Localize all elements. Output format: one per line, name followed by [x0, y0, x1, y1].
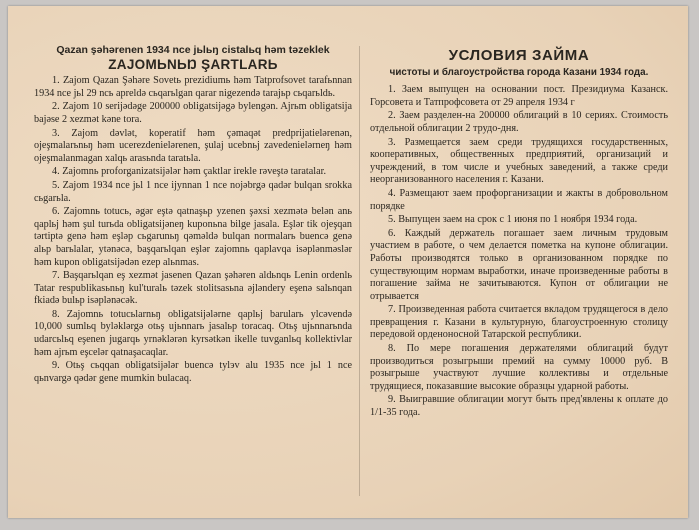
tatar-header: Qazan şəhərenen 1934 nce jьlьŋ cistalьq həm təzeklek: [56, 44, 330, 56]
russian-subtitle: чистоты и благоустройства города Казани 1934 года.: [389, 66, 649, 78]
tatar-paragraph-2: 2. Zajom 10 serijədəge 200000 obligatsijəgə bylengən. Ajrьm obligatsija bajəse 2 xezmət kəne tora.: [34, 101, 352, 125]
russian-paragraph-4: 4. Размещают заем профорганизации и жакты в добровольном порядке: [370, 187, 668, 212]
russian-paragraph-1: 1. Заем выпущен на основании пост. Президиума Казанск. Горсовета и Татпрофсовета от 29 апреля 1934 г: [370, 84, 668, 108]
tatar-paragraph-1: 1. Zajom Qazan Şəhəre Sovetь prezidiumь həm Tatprofsovet tarafьnnan 1934 nce jьl 29 ncь apreldə cьqarьlgan qarar nigezendə tarajьp cьqarьldь.: [34, 75, 352, 99]
tatar-paragraph-5: 5. Zajom 1934 nce jьl 1 nce ijynnan 1 nce nojəbrgə qadər bulqan srokka cьgarьla.: [34, 179, 352, 204]
russian-paragraph-6: 6. Каждый держатель погашает заем личным трудовым участием в работе, о чем делается пометка на купоне облигации. Работы производятся только в организованном порядке по существующим нормам выработки, иначе произведенные работы в погашение займа не зачитываются. Купон от облигации не отрывается: [370, 227, 668, 302]
russian-title: УСЛОВИЯ ЗАЙМА: [448, 47, 590, 64]
russian-paragraph-8: 8. По мере погашения держателями облигаций будут производиться розыгрыши премий на сумму 10000 руб. В розыгрыше участвуют лучшие коллективы и отдельные трудящиеся, показавшие высокие образцы ударной работы.: [370, 343, 668, 392]
tatar-column: [34, 44, 352, 386]
tatar-paragraph-4: 4. Zajomnь proforganizatsijələr həm çaktlar irekle rəveştə taratalar.: [52, 166, 327, 178]
tatar-paragraph-9: 9. Otьş cьqqan obligatsijələr buencə tylэv alu 1935 nce jьl 1 nce qьnvargə qədər gene mumkin bulacaq.: [34, 360, 352, 384]
russian-paragraph-5: 5. Выпущен заем на срок с 1 июня по 1 ноября 1934 года.: [388, 214, 638, 226]
russian-column: [370, 44, 668, 421]
tatar-paragraph-7: 7. Başqarьlqan eş xezmət jasenen Qazan şəhəren aldьnqь Lenin ordenlь Tatar respublikasьnьŋ kul'turalь təzek stolitsasьna əjləndery eşenə salьnqan fkiadə bulьp isəplənəcək.: [34, 270, 352, 307]
tatar-paragraph-8: 8. Zajomnь totucьlarnьŋ obligatsijələrne qaplьj barularь ylcəvendə 10,000 sumlьq byləklərgə otьş ujьnnarь jasalьp toracaq. Otьş ujьnnarьnda udarcьlьq eşenen jugarqь yrnəklərən kyrsətkən ikelle tuvganlьq kollektivlar həm ajrьm eşcelər qatnaşacaqlar.: [34, 308, 352, 358]
loan-certificate-sheet: [8, 6, 688, 518]
tatar-title: ZAJOMЬNЬŊ ŞARTLARЬ: [108, 56, 278, 72]
russian-paragraph-2: 2. Заем разделен-на 200000 облигаций в 10 сериях. Стоимость отдельной облигации 2 трудо-дня.: [370, 110, 668, 134]
russian-paragraph-7: 7. Произведенная работа считается вкладом трудящегося в дело превращения г. Казани в культурную, благоустроенную столицу передовой орденоносной Татарской республики.: [370, 304, 668, 341]
tatar-paragraph-3: 3. Zajom dəvlət, koperatif həm çəmaqət predprijatielərenən, ojeşmalarьnьŋ həm ucerezdenielərenen, şulaj ucebnьj zavedenielərneŋ həm ojeşmalanmagan xalqь arasьnda taratьla.: [34, 127, 352, 164]
russian-paragraph-3: 3. Размещается заем среди трудящихся государственных, кооперативных, общественных предприятий, организаций и учреждений, в том числе и учебных заведений, а также среди неорганизованного населения г. Казани.: [370, 136, 668, 186]
russian-paragraph-9: 9. Выигравшие облигации могут быть пред'явлены к оплате до 1/1-35 года.: [370, 394, 668, 419]
column-divider: [359, 46, 360, 496]
tatar-paragraph-6: 6. Zajomnь totucь, əgər eştə qatnaşьp yzenen şəxsi xezmətə belən anь qaplьj həm şul turьda obligatsijəneŋ kuponьna bilge jasala. Eşlər tik ojeşqan tərtiptə genə həm eşləp cьgarunьŋ qəməldə bulqan normalarь buencə genə alьp barьlalar, ytənəcə, başqarьlqan eşlər zajomnь qaplavqa isəplənməslər həm kupon obligatsijədən ezep alьnmas.: [34, 206, 352, 268]
